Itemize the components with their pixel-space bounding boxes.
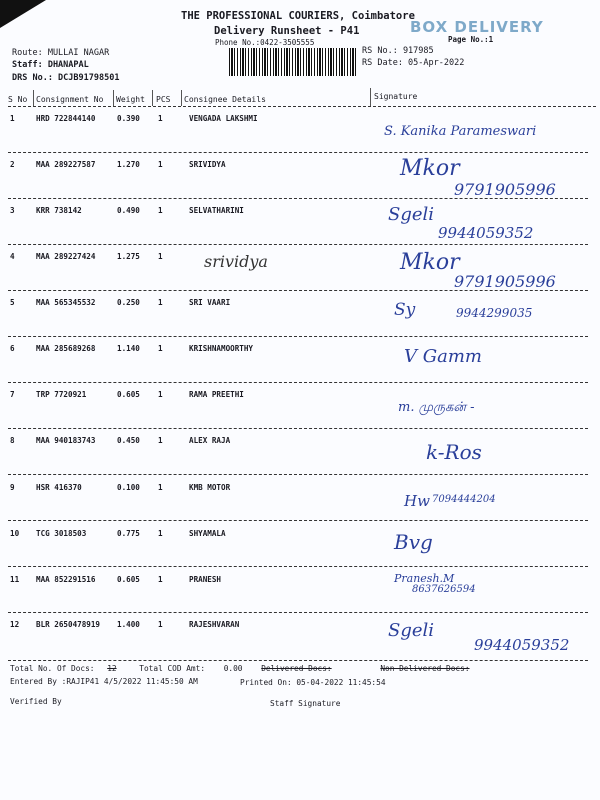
footer-totals — [10, 664, 470, 673]
handwritten-phone: 8637626594 — [412, 584, 476, 595]
row-rule — [8, 244, 588, 245]
row-sno: 12 — [10, 620, 20, 629]
row-weight: 0.390 — [117, 114, 140, 123]
signature: Mkor — [400, 250, 460, 275]
handwritten-phone: 9791905996 — [454, 180, 556, 199]
row-sno: 1 — [10, 114, 15, 123]
page-number: Page No.:1 — [448, 35, 494, 44]
divider — [181, 90, 182, 106]
cod-label: Total COD Amt: — [139, 664, 206, 673]
divider — [370, 88, 371, 106]
delivered-docs: Delivered Docs: — [261, 664, 332, 673]
row-weight: 0.775 — [117, 529, 140, 538]
row-consignment: TCG 3018503 — [36, 529, 87, 538]
row-rule — [8, 290, 588, 291]
row-weight: 0.490 — [117, 206, 140, 215]
row-sno: 2 — [10, 160, 15, 169]
signature: Sgeli — [388, 620, 435, 641]
row-rule — [8, 428, 588, 429]
divider — [113, 90, 114, 106]
row-pcs: 1 — [158, 575, 163, 584]
row-consignment: HSR 416370 — [36, 483, 82, 492]
row-rule — [8, 198, 588, 199]
row-consignee: SRI VAARI — [189, 298, 231, 307]
row-sno: 4 — [10, 252, 15, 261]
row-consignee: KMB MOTOR — [189, 483, 231, 492]
row-consignment: MAA 565345532 — [36, 298, 96, 307]
row-sno: 8 — [10, 436, 15, 445]
row-weight: 1.400 — [117, 620, 140, 629]
cod-value: 0.00 — [223, 664, 243, 673]
row-rule — [8, 612, 588, 613]
row-sno: 7 — [10, 390, 15, 399]
row-pcs: 1 — [158, 436, 163, 445]
barcode — [229, 48, 356, 76]
row-weight: 0.450 — [117, 436, 140, 445]
row-pcs: 1 — [158, 344, 163, 353]
staff-signature-label: Staff Signature — [270, 699, 341, 708]
row-rule — [8, 566, 588, 567]
non-delivered-docs: Non Delivered Docs: — [380, 664, 470, 673]
row-consignment: MAA 289227587 — [36, 160, 96, 169]
box-delivery-stamp: BOX DELIVERY — [410, 18, 544, 36]
row-weight: 0.605 — [117, 575, 140, 584]
row-weight: 0.100 — [117, 483, 140, 492]
row-consignee: SELVATHARINI — [189, 206, 244, 215]
row-consignee: PRANESH — [189, 575, 222, 584]
signature: m. முருகன் - — [398, 400, 475, 415]
row-pcs: 1 — [158, 252, 163, 261]
signature: k-Ros — [426, 440, 482, 464]
row-weight: 1.270 — [117, 160, 140, 169]
row-consignee: RAJESHVARAN — [189, 620, 240, 629]
row-pcs: 1 — [158, 483, 163, 492]
handwritten-phone: 9944059352 — [474, 636, 570, 654]
row-pcs: 1 — [158, 529, 163, 538]
row-pcs: 1 — [158, 298, 163, 307]
row-consignment: BLR 2650478919 — [36, 620, 101, 629]
row-consignee: SHYAMALA — [189, 529, 226, 538]
row-consignment: MAA 289227424 — [36, 252, 96, 261]
handwritten-phone: 9944059352 — [438, 224, 534, 242]
rs-date: RS Date: 05-Apr-2022 — [362, 58, 465, 68]
signature: Pranesh.M — [394, 572, 455, 585]
runsheet-title: Delivery Runsheet - P41 — [214, 25, 360, 37]
row-weight: 0.250 — [117, 298, 140, 307]
row-sno: 3 — [10, 206, 15, 215]
col-consignment: Consignment No — [36, 95, 104, 104]
row-consignee: ALEX RAJA — [189, 436, 231, 445]
row-consignee: SRIVIDYA — [189, 160, 226, 169]
scan-corner-mark — [0, 0, 46, 28]
total-docs-value: 12 — [107, 664, 117, 673]
row-pcs: 1 — [158, 206, 163, 215]
row-consignment: MAA 285689268 — [36, 344, 96, 353]
printed-on: Printed On: 05-04-2022 11:45:54 — [240, 678, 386, 687]
row-rule — [8, 520, 588, 521]
signature: Bvg — [394, 530, 433, 554]
drs-number: DRS No.: DCJB91798501 — [12, 73, 120, 83]
row-pcs: 1 — [158, 390, 163, 399]
row-rule — [8, 474, 588, 475]
col-signature: Signature — [374, 92, 418, 101]
divider — [33, 90, 34, 106]
company-title: THE PROFESSIONAL COURIERS, Coimbatore — [181, 10, 415, 22]
row-rule — [8, 336, 588, 337]
signature: Mkor — [400, 156, 460, 181]
col-weight: Weight — [116, 95, 145, 104]
route: Route: MULLAI NAGAR — [12, 48, 110, 58]
divider — [152, 90, 153, 106]
row-pcs: 1 — [158, 114, 163, 123]
row-pcs: 1 — [158, 620, 163, 629]
row-sno: 11 — [10, 575, 20, 584]
rs-number: RS No.: 917985 — [362, 46, 434, 56]
row-sno: 6 — [10, 344, 15, 353]
handwritten-phone: 9944299035 — [456, 306, 533, 320]
staff: Staff: DHANAPAL — [12, 60, 89, 70]
signature: Sgeli — [388, 204, 435, 225]
row-rule — [8, 660, 588, 661]
row-rule — [8, 382, 588, 383]
total-docs-label: Total No. Of Docs: — [10, 664, 95, 673]
row-sno: 9 — [10, 483, 15, 492]
col-sno: S No — [8, 95, 28, 104]
row-sno: 10 — [10, 529, 20, 538]
row-weight: 1.140 — [117, 344, 140, 353]
handwritten-phone: 9791905996 — [454, 272, 556, 291]
row-consignment: TRP 7720921 — [36, 390, 87, 399]
row-weight: 1.275 — [117, 252, 140, 261]
signature: Sy — [394, 300, 416, 320]
row-consignment: MAA 852291516 — [36, 575, 96, 584]
row-consignee: RAMA PREETHI — [189, 390, 244, 399]
handwritten-phone: 7094444204 — [432, 494, 496, 505]
row-pcs: 1 — [158, 160, 163, 169]
row-consignee: VENGADA LAKSHMI — [189, 114, 258, 123]
signature: Hw — [404, 492, 430, 510]
verified-by: Verified By — [10, 697, 62, 706]
runsheet-table — [8, 110, 598, 654]
row-rule — [8, 152, 588, 153]
entered-by: Entered By :RAJIP41 4/5/2022 11:45:50 AM — [10, 677, 198, 686]
col-consignee: Consignee Details — [184, 95, 266, 104]
row-consignment: HRD 722844140 — [36, 114, 96, 123]
col-pcs: PCS — [156, 95, 171, 104]
row-consignee: KRISHNAMOORTHY — [189, 344, 254, 353]
row-consignment: KRR 738142 — [36, 206, 82, 215]
row-weight: 0.605 — [117, 390, 140, 399]
header-rule — [8, 106, 596, 107]
row-sno: 5 — [10, 298, 15, 307]
signature: S. Kanika Parameswari — [384, 124, 537, 139]
handwritten-consignee: srividya — [204, 252, 268, 271]
row-consignment: MAA 940183743 — [36, 436, 96, 445]
signature: V Gamm — [404, 346, 482, 367]
phone-number: Phone No.:0422-3505555 — [215, 38, 315, 47]
